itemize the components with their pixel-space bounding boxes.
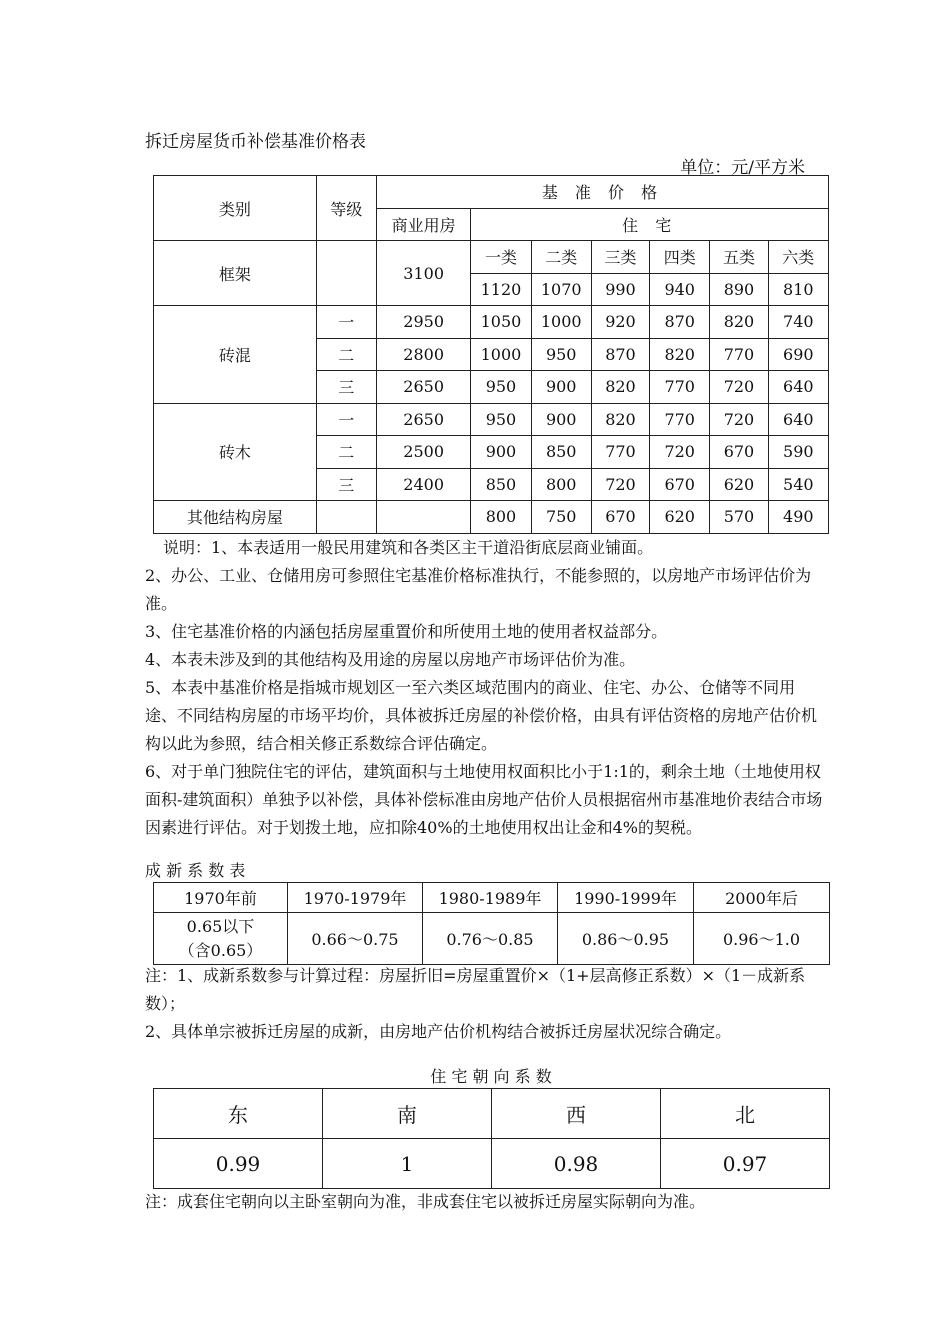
price-cell: 890 [710,273,768,306]
orientation-note: 注：成套住宅朝向以主卧室朝向为准，非成套住宅以被拆迁房屋实际朝向为准。 [145,1192,706,1211]
header-residential: 住 宅 [471,208,829,241]
note-5: 5、本表中基准价格是指城市规划区一至六类区域范围内的商业、住宅、办公、仓储等不同用途、不同结构房屋的市场平均价，具体被拆迁房屋的补偿价格，由具有评估资格的房地产估价机构以此为参照，结合相关修正系数综合评估确定。 [145,678,818,753]
header-commercial: 商业用房 [376,208,470,241]
price-cell: 770 [591,436,649,469]
newness-value: 0.86～0.95 [558,913,694,965]
price-cell: 770 [650,371,710,404]
price-cell: 720 [650,436,710,469]
newness-header: 1990-1999年 [558,883,694,913]
price-cell: 540 [768,468,828,501]
grade-cell: 一 [316,306,376,339]
row-other-grade [316,501,376,534]
grade-cell: 二 [316,436,376,469]
note-3: 3、住宅基准价格的内涵包括房屋重置价和所使用土地的使用者权益部分。 [145,622,668,641]
price-cell: 690 [768,338,828,371]
newness-header: 2000年后 [694,883,830,913]
price-cell: 1000 [471,338,531,371]
row-frame-grade [316,241,376,306]
price-cell: 820 [591,403,649,436]
grade-cell: 二 [316,338,376,371]
orientation-table [153,1088,830,1189]
newness-note-1: 注：1、成新系数参与计算过程：房屋折旧=房屋重置价×（1+层高修正系数）×（1－成新系数）； [145,966,806,1013]
row-frame-commercial: 3100 [376,241,470,306]
price-cell: 770 [650,403,710,436]
row-other-label: 其他结构房屋 [154,501,317,534]
newness-value-first-line2: （含0.65） [178,940,263,960]
unit-label: 单位：元/平方米 [680,158,805,178]
price-cell: 950 [471,371,531,404]
newness-notes [145,962,825,1046]
newness-value-first [154,913,288,965]
row-brick-concrete-label: 砖混 [154,306,317,404]
price-cell: 620 [710,468,768,501]
note-4: 4、本表未涉及到的其他结构及用途的房屋以房地产市场评估价为准。 [145,650,636,669]
class-header: 三类 [591,241,649,274]
price-cell: 1070 [531,273,591,306]
grade-cell: 三 [316,468,376,501]
price-cell: 900 [471,436,531,469]
orientation-header: 东 [154,1089,323,1139]
header-base-price: 基 准 价 格 [376,176,828,209]
orientation-value: 0.98 [492,1139,661,1189]
price-cell: 740 [768,306,828,339]
price-cell: 1120 [471,273,531,306]
class-header: 六类 [768,241,828,274]
price-cell: 640 [768,371,828,404]
newness-header: 1980-1989年 [423,883,558,913]
class-header: 四类 [650,241,710,274]
header-grade: 等级 [316,176,376,241]
price-cell: 920 [591,306,649,339]
price-cell: 640 [768,403,828,436]
commercial-cell: 2650 [376,403,470,436]
class-header: 一类 [471,241,531,274]
price-cell: 670 [650,468,710,501]
price-cell: 620 [650,501,710,534]
commercial-cell: 2400 [376,468,470,501]
orientation-value: 0.97 [661,1139,830,1189]
orientation-value: 0.99 [154,1139,323,1189]
newness-value: 0.76～0.85 [423,913,558,965]
note-2: 2、办公、工业、仓储用房可参照住宅基准价格标准执行，不能参照的，以房地产市场评估价为准。 [145,566,812,613]
commercial-cell: 2500 [376,436,470,469]
orientation-header: 北 [661,1089,830,1139]
notes-block [145,534,825,842]
price-cell: 990 [591,273,649,306]
price-cell: 750 [531,501,591,534]
row-brick-wood-label: 砖木 [154,403,317,501]
base-price-table [153,175,829,534]
class-header: 二类 [531,241,591,274]
price-cell: 950 [471,403,531,436]
price-cell: 570 [710,501,768,534]
price-cell: 720 [710,371,768,404]
note-6: 6、对于单门独院住宅的评估，建筑面积与土地使用权面积比小于1:1的，剩余土地（土地使用权面积-建筑面积）单独予以补偿，具体补偿标准由房地产估价人员根据宿州市基准地价表结合市场因素进行评估。对于划拨土地，应扣除40%的土地使用权出让金和4%的契税。 [145,762,823,837]
price-cell: 850 [471,468,531,501]
newness-value: 0.66～0.75 [288,913,423,965]
newness-title: 成 新 系 数 表 [145,861,246,880]
price-cell: 950 [531,338,591,371]
price-cell: 490 [768,501,828,534]
grade-cell: 一 [316,403,376,436]
price-cell: 720 [710,403,768,436]
orientation-header: 西 [492,1089,661,1139]
class-header: 五类 [710,241,768,274]
price-cell: 850 [531,436,591,469]
commercial-cell: 2950 [376,306,470,339]
price-cell: 900 [531,403,591,436]
price-cell: 1000 [531,306,591,339]
orientation-value: 1 [323,1139,492,1189]
price-cell: 670 [591,501,649,534]
newness-header: 1970年前 [154,883,288,913]
orientation-header: 南 [323,1089,492,1139]
price-cell: 800 [531,468,591,501]
newness-note-2: 2、具体单宗被拆迁房屋的成新，由房地产估价机构结合被拆迁房屋状况综合确定。 [145,1022,732,1041]
row-other-commercial [376,501,470,534]
price-cell: 590 [768,436,828,469]
commercial-cell: 2800 [376,338,470,371]
newness-table [153,882,830,965]
price-cell: 900 [531,371,591,404]
price-cell: 1050 [471,306,531,339]
price-cell: 820 [591,371,649,404]
newness-value: 0.96～1.0 [694,913,830,965]
price-cell: 820 [710,306,768,339]
price-cell: 940 [650,273,710,306]
newness-value-first-line: 0.65以下 [186,916,255,936]
price-cell: 720 [591,468,649,501]
price-cell: 870 [591,338,649,371]
note-1: 说明：1、本表适用一般民用建筑和各类区主干道沿街底层商业铺面。 [163,538,654,557]
row-frame-label: 框架 [154,241,317,306]
price-cell: 820 [650,338,710,371]
price-cell: 870 [650,306,710,339]
newness-header: 1970-1979年 [288,883,423,913]
price-cell: 670 [710,436,768,469]
document-title: 拆迁房屋货币补偿基准价格表 [145,132,366,152]
price-cell: 810 [768,273,828,306]
price-cell: 770 [710,338,768,371]
orientation-title: 住 宅 朝 向 系 数 [430,1067,552,1086]
commercial-cell: 2650 [376,371,470,404]
grade-cell: 三 [316,371,376,404]
header-category: 类别 [154,176,317,241]
price-cell: 800 [471,501,531,534]
